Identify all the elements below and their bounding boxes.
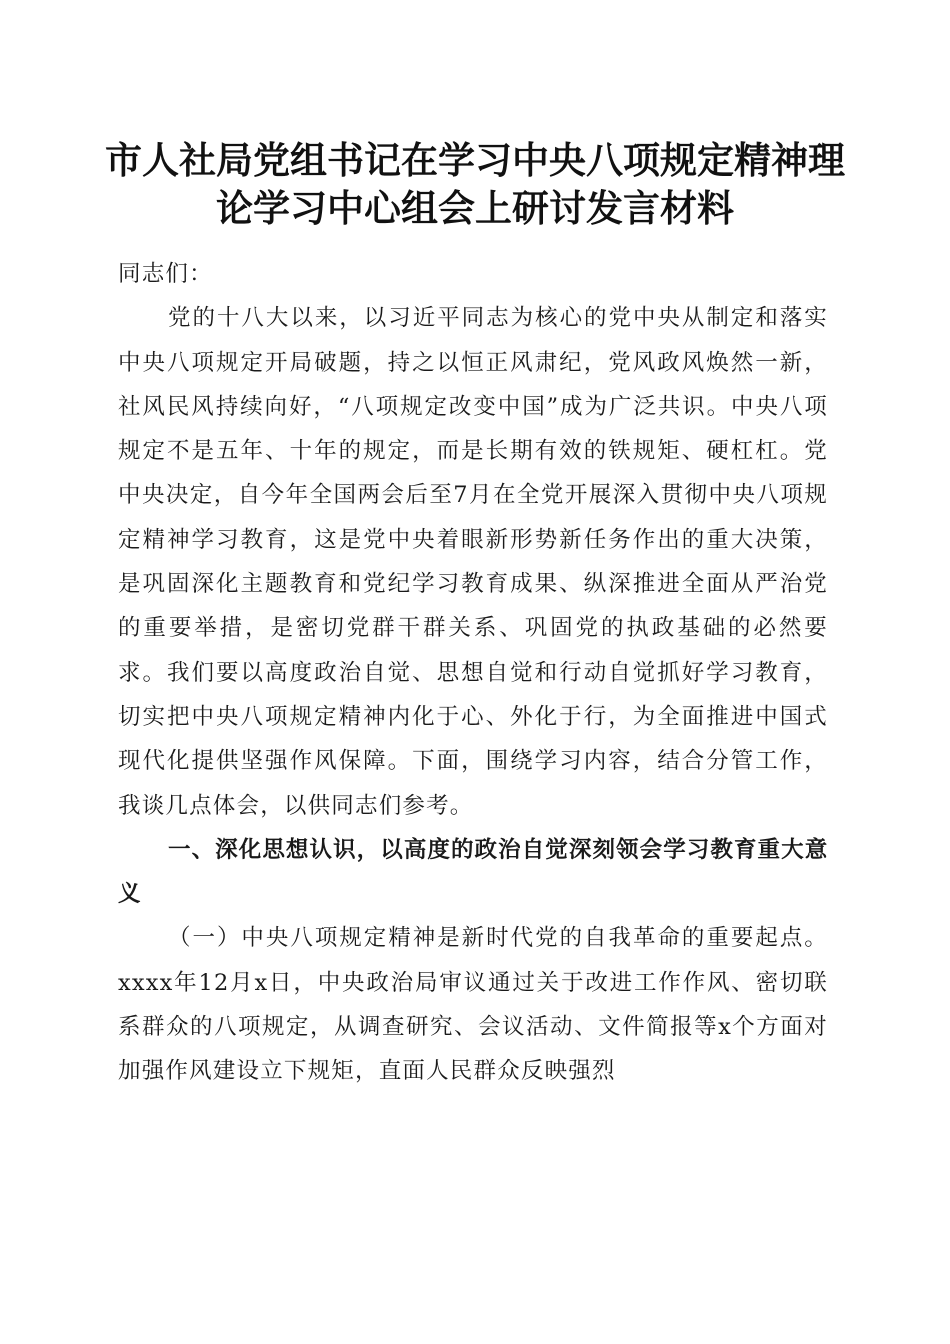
section-heading-1: 一、深化思想认识，以高度的政治自觉深刻领会学习教育重大意义: [118, 836, 828, 908]
intro-paragraph: 党的十八大以来，以习近平同志为核心的党中央从制定和落实中央八项规定开局破题，持之以恒正风肃纪，党风政风焕然一新，社风民风持续向好，“八项规定改变中国”成为广泛共识。中央八项规定不是五年、十年的规定，而是长期有效的铁规矩、硬杠杠。党中央决定，自今年全国两会后至7月在全党开展深入贯彻中央八项规定精神学习教育，这是党中央着眼新形势新任务作出的重大决策，是巩固深化主题教育和党纪学习教育成果、纵深推进全面从严治党的重要举措，是密切党群干群关系、巩固党的执政基础的必然要求。我们要以高度政治自觉、思想自觉和行动自觉抓好学习教育，切实把中央八项规定精神内化于心、外化于行，为全面推进中国式现代化提供坚强作风保障。下面，围绕学习内容，结合分管工作，我谈几点体会，以供同志们参考。: [118, 305, 828, 819]
document-body: [118, 252, 828, 1094]
salutation: 同志们：: [118, 261, 213, 287]
document-title: [100, 136, 850, 232]
subsection-paragraph-1: （一）中央八项规定精神是新时代党的自我革命的重要起点。xxxx年12月x日，中央政治局审议通过关于改进工作作风、密切联系群众的八项规定，从调查研究、会议活动、文件简报等x个方面对加强作风建设立下规矩，直面人民群众反映强烈: [118, 925, 828, 1085]
title-line-1: 市人社局党组书记在学习中央八项规定精神理: [105, 138, 845, 182]
title-line-2: 论学习中心组会上研讨发言材料: [216, 186, 734, 230]
